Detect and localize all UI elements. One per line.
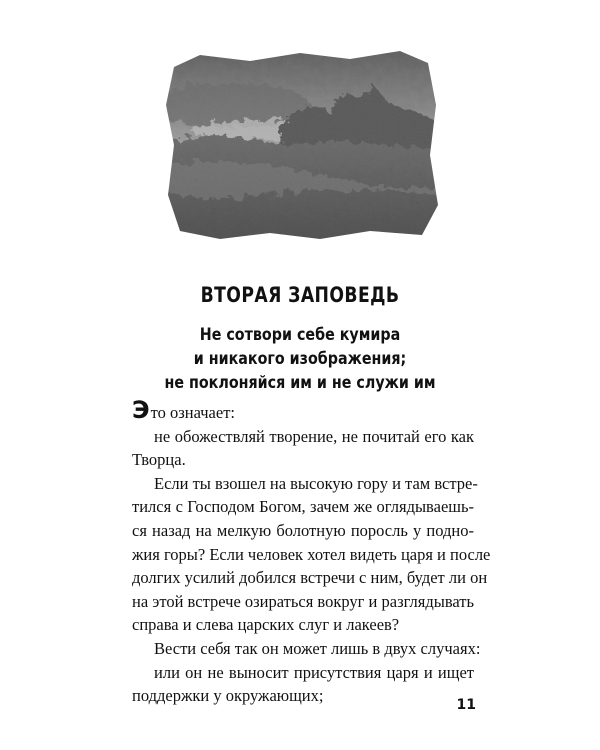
text-line: долгих усилий добился встречи с ним, будет ли он: [132, 568, 488, 588]
text-line: на этой встрече озираться вокруг и разглядывать: [132, 591, 475, 611]
mountain-landscape-illustration: [160, 45, 442, 245]
text-line: тился с Господом Богом, зачем же оглядываешь-: [132, 497, 474, 517]
epigraph-line: не поклоняйся им и не служи им: [164, 373, 436, 393]
epigraph-line: Не сотвори себе кумира: [199, 325, 401, 345]
text-line: ся назад на мелкую болотную поросль у подно-: [132, 520, 474, 540]
body-text: [132, 396, 491, 708]
epigraph: [0, 323, 600, 395]
text-line: Творца.: [132, 450, 186, 470]
text-line: поддержки у окружающих;: [132, 686, 324, 706]
page-number: 11: [456, 697, 476, 713]
text-line: не обожествляй творение, не почитай его как: [154, 426, 474, 446]
mountain-landscape-image: [160, 45, 442, 245]
text-line: Если ты взошел на высокую гору и там встре-: [154, 473, 478, 493]
chapter-title: ВТОРАЯ ЗАПОВЕДЬ: [200, 283, 400, 307]
epigraph-line: и никакого изображения;: [193, 349, 407, 369]
paragraph-first-line: [132, 396, 474, 425]
text-line: справа и слева царских слуг и лакеев?: [132, 615, 400, 635]
dropcap: Э: [132, 396, 150, 424]
text-line: или он не выносит присутствия царя и ищет: [154, 662, 474, 682]
text-line: Вести себя так он может лишь в двух случаях:: [154, 638, 481, 658]
text-line: жия горы? Если человек хотел видеть царя и после: [132, 544, 491, 564]
grain-texture: [160, 45, 442, 245]
text-line: то означает:: [150, 403, 235, 422]
